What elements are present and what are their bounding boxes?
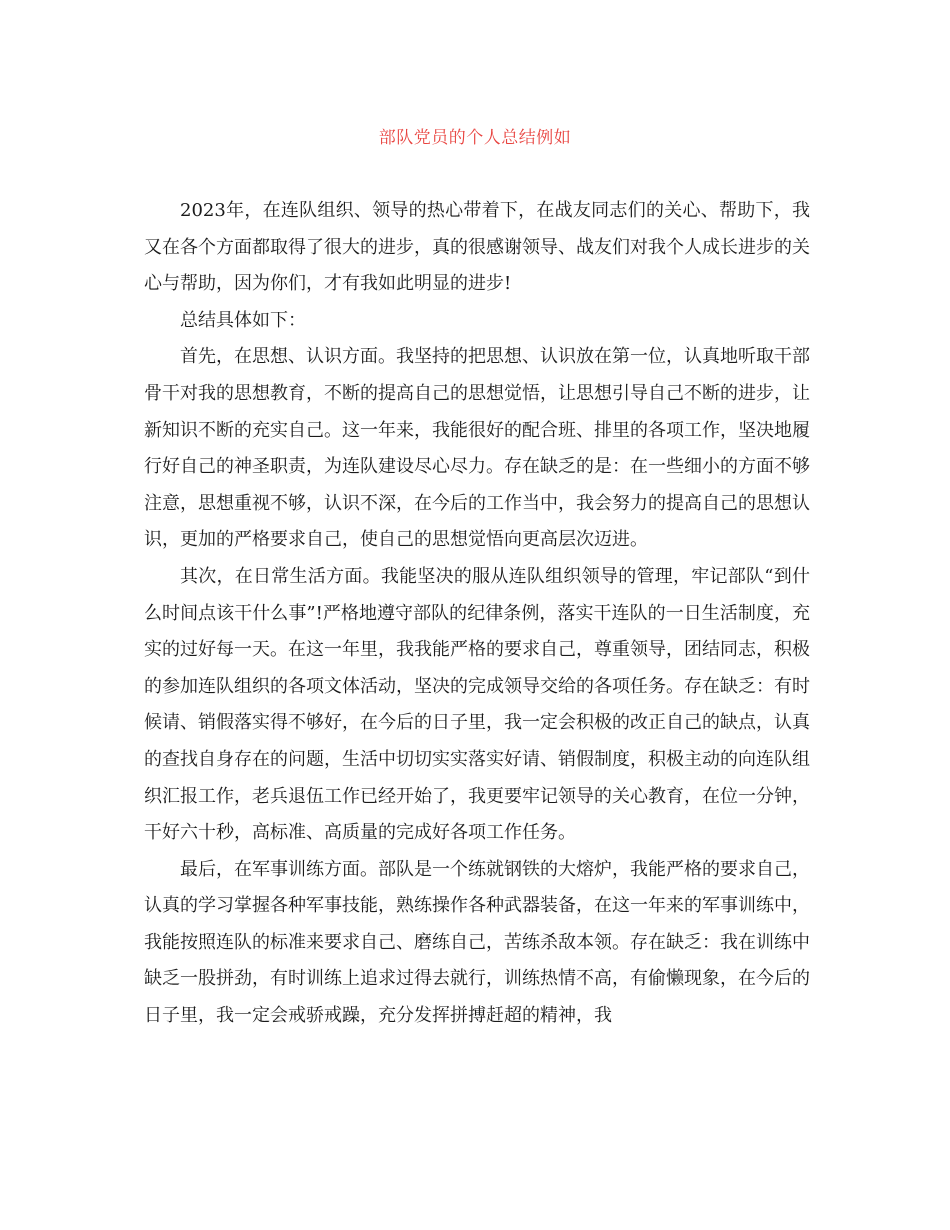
paragraph-military-training: 最后，在军事训练方面。部队是一个练就钢铁的大熔炉，我能严格的要求自己，认真的学习掌握各种军事技能，熟练操作各种武器装备，在这一年来的军事训练中，我能按照连队的标准来要求自己、磨练自己，苦练杀敌本领。存在缺乏：我在训练中缺乏一股拼劲，有时训练上追求过得去就行，训练热情不高，有偷懒现象，在今后的日子里，我一定会戒骄戒躁，充分发挥拼搏赶超的精神，我 bbox=[144, 858, 810, 1027]
document-title: 部队党员的个人总结例如 bbox=[378, 128, 572, 148]
paragraph-daily-life: 其次，在日常生活方面。我能坚决的服从连队组织领导的管理，牢记部队“到什么时间点该干什么事”!严格地遵守部队的纪律条例，落实干连队的一日生活制度，充实的过好每一天。在这一年里，我我能严格的要求自己，尊重领导，团结同志，积极的参加连队组织的各项文体活动，坚决的完成领导交给的各项任务。存在缺乏：有时候请、销假落实得不够好，在今后的日子里，我一定会积极的改正自己的缺点，认真的查找自身存在的问题，生活中切切实实落实好请、销假制度，积极主动的向连队组织汇报工作，老兵退伍工作已经开始了，我更要牢记领导的关心教育，在位一分钟，干好六十秒，高标准、高质量的完成好各项工作任务。 bbox=[144, 565, 810, 844]
document-body bbox=[144, 193, 810, 1035]
paragraph-summary-heading: 总结具体如下： bbox=[180, 309, 306, 331]
paragraph-thought: 首先，在思想、认识方面。我坚持的把思想、认识放在第一位，认真地听取干部骨干对我的思想教育，不断的提高自己的思想觉悟，让思想引导自己不断的进步，让新知识不断的充实自己。这一年来，我能很好的配合班、排里的各项工作，坚决地履行好自己的神圣职责，为连队建设尽心尽力。存在缺乏的是：在一些细小的方面不够注意，思想重视不够，认识不深，在今后的工作当中，我会努力的提高自己的思想认识，更加的严格要求自己，使自己的思想觉悟向更高层次迈进。 bbox=[144, 346, 810, 551]
paragraph-intro: 2023年，在连队组织、领导的热心带着下，在战友同志们的关心、帮助下，我又在各个方面都取得了很大的进步，真的很感谢领导、战友们对我个人成长进步的关心与帮助，因为你们，才有我如此明显的进步! bbox=[144, 200, 810, 295]
